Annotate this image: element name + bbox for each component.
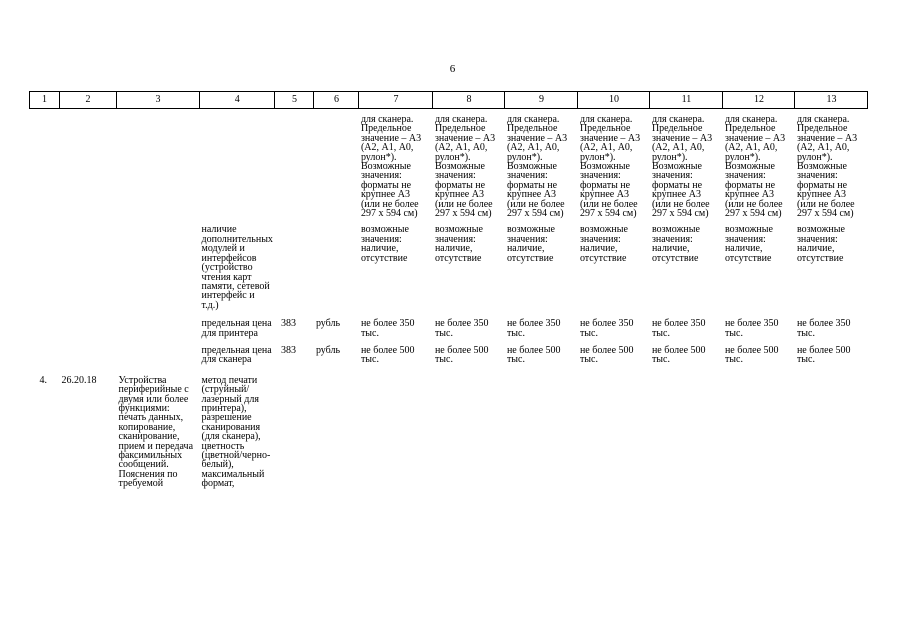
characteristic: предельная цена для сканера: [201, 344, 272, 366]
value-cell: возможные значения: наличие, отсутствие: [651, 224, 700, 264]
value-cell: не более 500 тыс.: [724, 344, 779, 366]
row-number: [30, 109, 60, 219]
value-cell: [433, 365, 505, 489]
value-cell: [578, 365, 650, 489]
header-cell: 9: [505, 92, 578, 109]
okei-code: 383: [280, 344, 296, 356]
value-cell: возможные значения: наличие, отсутствие: [796, 224, 845, 264]
value-cell: [795, 365, 868, 489]
value-cell: [359, 365, 433, 489]
header-cell: 10: [578, 92, 650, 109]
value-cell: не более 350 тыс.: [506, 318, 561, 339]
column-number-header: [30, 92, 868, 109]
value-cell: не более 500 тыс.: [434, 344, 489, 366]
value-cell: для сканера. Предельное значение – А3 (А2, А1, А0, рулон*). Возможные значения: форматы не крупнее А3 (или не более 297 x 594 см): [434, 114, 496, 220]
value-cell: возможные значения: наличие, отсутствие: [506, 224, 555, 264]
characteristic: наличие дополнительных модулей и интерфейсов (устройство чтения карт памяти, сетевой интерфейс и т.д.): [201, 224, 273, 311]
item-name: [117, 218, 200, 310]
okpd-code: [60, 218, 117, 310]
header-cell: 12: [723, 92, 795, 109]
row-number: [30, 338, 60, 365]
value-cell: [505, 365, 578, 489]
table-row: [30, 109, 868, 219]
value-cell: для сканера. Предельное значение – А3 (А2, А1, А0, рулон*). Возможные значения: форматы не крупнее А3 (или не более 297 x 594 см): [651, 114, 713, 220]
header-cell: 4: [200, 92, 275, 109]
header-cell: 7: [359, 92, 433, 109]
table-row: [30, 365, 868, 489]
item-name: [117, 338, 200, 365]
header-cell: 5: [275, 92, 314, 109]
okpd-code: [60, 109, 117, 219]
value-cell: не более 350 тыс.: [796, 318, 851, 339]
unit-name: рубль: [315, 318, 341, 330]
requirements-table: [29, 91, 868, 489]
page-number: 6: [449, 63, 456, 75]
value-cell: возможные значения: наличие, отсутствие: [724, 224, 773, 264]
value-cell: для сканера. Предельное значение – А3 (А2, А1, А0, рулон*). Возможные значения: форматы не крупнее А3 (или не более 297 x 594 см): [796, 114, 858, 220]
item-name: Устройства периферийные с двумя или более функциями: печать данных, копирование, сканирование, прием и передача факсимильных сообщений. Пояснения по требуемой: [118, 374, 194, 490]
okpd-code: [60, 338, 117, 365]
table-row: [30, 218, 868, 310]
unit-name: рубль: [315, 344, 341, 356]
okei-code: 383: [280, 318, 296, 330]
header-cell: 6: [314, 92, 359, 109]
okei-code: [275, 365, 314, 489]
value-cell: не более 500 тыс.: [360, 344, 415, 366]
value-cell: для сканера. Предельное значение – А3 (А2, А1, А0, рулон*). Возможные значения: форматы не крупнее А3 (или не более 297 x 594 см): [360, 114, 422, 220]
value-cell: не более 500 тыс.: [579, 344, 634, 366]
okei-code: [275, 218, 314, 310]
item-name: [117, 310, 200, 338]
header-cell: 13: [795, 92, 868, 109]
row-number: [30, 218, 60, 310]
value-cell: для сканера. Предельное значение – А3 (А2, А1, А0, рулон*). Возможные значения: форматы не крупнее А3 (или не более 297 x 594 см): [579, 114, 641, 220]
value-cell: не более 350 тыс.: [360, 318, 415, 339]
value-cell: не более 350 тыс.: [724, 318, 779, 339]
characteristic: предельная цена для принтера: [201, 318, 272, 339]
value-cell: [723, 365, 795, 489]
value-cell: не более 350 тыс.: [434, 318, 489, 339]
table-row: [30, 310, 868, 338]
okpd-code: [60, 310, 117, 338]
value-cell: не более 500 тыс.: [796, 344, 851, 366]
unit-name: [314, 109, 359, 219]
value-cell: для сканера. Предельное значение – А3 (А2, А1, А0, рулон*). Возможные значения: форматы не крупнее А3 (или не более 297 x 594 см): [506, 114, 568, 220]
header-cell: 8: [433, 92, 505, 109]
okei-code: [275, 109, 314, 219]
row-number: 4.: [39, 374, 47, 386]
value-cell: не более 350 тыс.: [651, 318, 706, 339]
value-cell: не более 500 тыс.: [651, 344, 706, 366]
unit-name: [314, 365, 359, 489]
value-cell: возможные значения: наличие, отсутствие: [360, 224, 409, 264]
header-cell: 2: [60, 92, 117, 109]
value-cell: не более 500 тыс.: [506, 344, 561, 366]
header-cell: 3: [117, 92, 200, 109]
header-cell: 1: [30, 92, 60, 109]
value-cell: для сканера. Предельное значение – А3 (А2, А1, А0, рулон*). Возможные значения: форматы не крупнее А3 (или не более 297 x 594 см): [724, 114, 786, 220]
header-cell: 11: [650, 92, 723, 109]
characteristic: [200, 109, 275, 219]
item-name: [117, 109, 200, 219]
value-cell: не более 350 тыс.: [579, 318, 634, 339]
unit-name: [314, 218, 359, 310]
value-cell: [650, 365, 723, 489]
table-row: [30, 338, 868, 365]
characteristic: метод печати (струйный/лазерный для принтера), разрешение сканирования (для сканера), цветность (цветной/черно-белый), максимальный формат,: [201, 374, 271, 490]
row-number: [30, 310, 60, 338]
okpd-code: 26.20.18: [61, 374, 97, 386]
value-cell: возможные значения: наличие, отсутствие: [579, 224, 628, 264]
value-cell: возможные значения: наличие, отсутствие: [434, 224, 483, 264]
